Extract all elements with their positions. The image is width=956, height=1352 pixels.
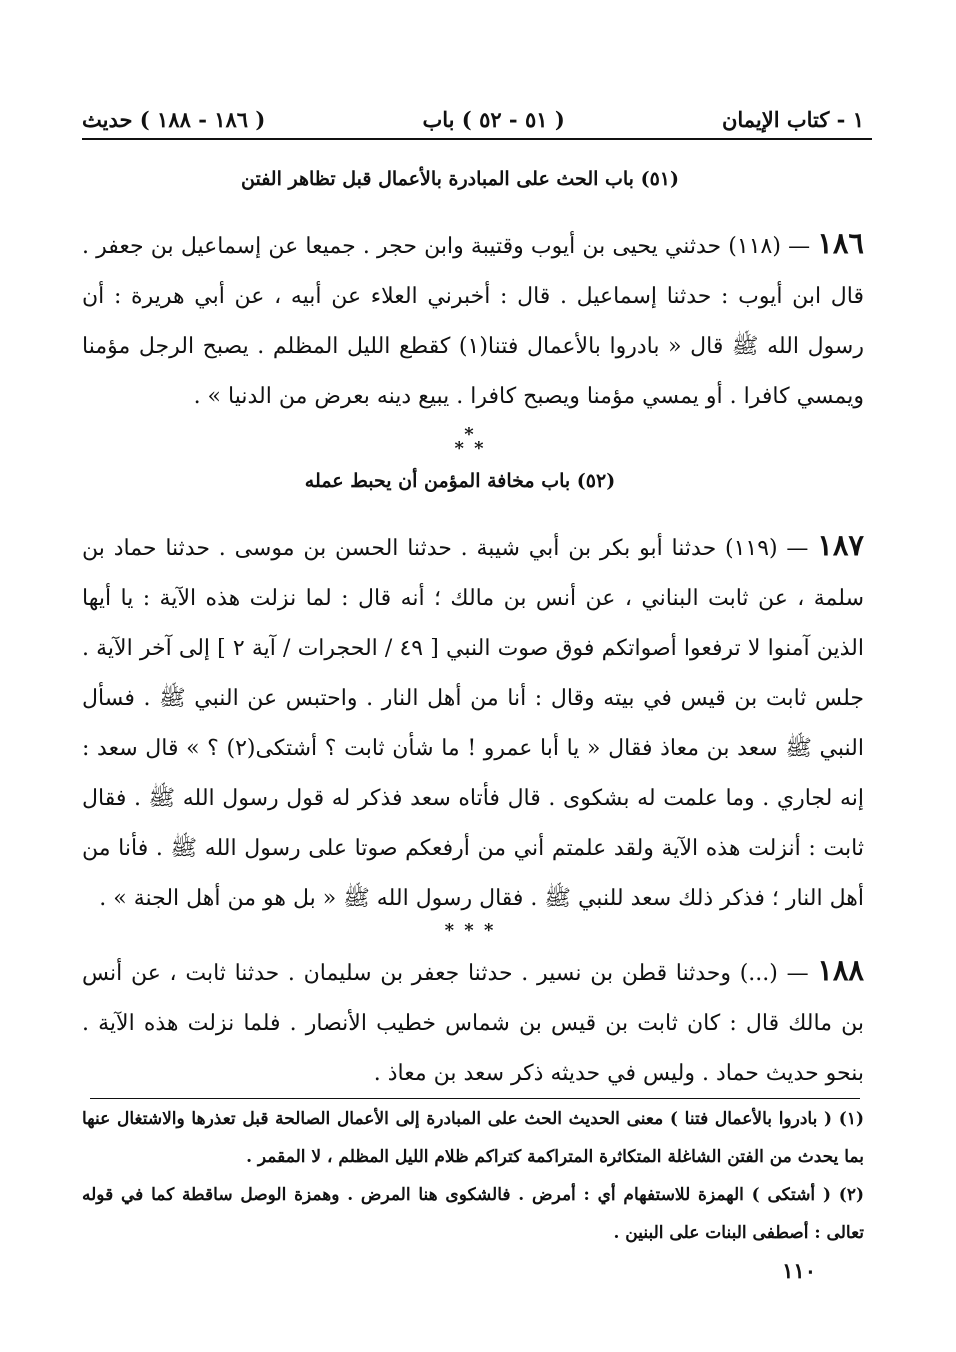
hadith-186 [82, 218, 864, 422]
hadith-text: — (١١٩) حدثنا أبو بكر بن أبي شيبة . حدثنا الحسن بن موسى . حدثنا حماد بن سلمة ، عن ثابت البناني ، عن أنس بن مالك ؛ أنه قال : لما نزلت هذه الآية : يا أيها الذين آمنوا لا ترفعوا أصواتكم فوق صوت النبي [ ٤٩ / الحجرات / آية ٢ ] إلى آخر الآية . جلس ثابت بن قيس في بيته وقال : أنا من أهل النار . واحتبس عن النبي ﷺ . فسأل النبي ﷺ سعد بن معاذ فقال « يا أبا عمرو ! ما شأن ثابت ؟ أشتكى(٢) ؟ » قال سعد : إنه لجاري . وما علمت له بشكوى . قال فأتاه سعد فذكر له قول رسول الله ﷺ . فقال ثابت : أنزلت هذه الآية ولقد علمتم أني من أرفعكم صوتا على رسول الله ﷺ . فأنا من أهل النار ؛ فذكر ذلك سعد للنبي ﷺ . فقال رسول الله ﷺ « بل هو من أهل الجنة » . [82, 536, 865, 911]
chapter-title-52: (٥٢) باب مخافة المؤمن أن يحبط عمله [304, 470, 616, 492]
hadith-number: ١٨٨ [817, 953, 864, 987]
hadith-number: ١٨٦ [817, 226, 864, 260]
hadith-text: — (...) وحدثنا قطن بن نسير . حدثنا جعفر بن سليمان . حدثنا ثابت ، عن أنس بن مالك قال : كان ثابت بن قيس بن شماس خطيب الأنصار . فلما نزلت هذه الآية . بنحو حديث حماد . وليس في حديثه ذكر سعد بن معاذ . [82, 961, 864, 1086]
footnote-1: (١) ( بادروا بالأعمال فتنا ) معنى الحديث الحث على المبادرة إلى الأعمال الصالحة قبل تعذرها والاشتغال عنها بما يحدث من الفتن الشاغلة المتكاثرة المتراكمة كتراكم ظلام الليل المظلم ، لا المقمر . [82, 1109, 864, 1167]
footnote-2: (٢) ( أشتكى ) الهمزة للاستفهام أي : أمرض . فالشكوى هنا المرض . وهمزة الوصل ساقطة كما في قوله تعالى : أصطفى البنات على البنين . [82, 1185, 864, 1243]
header-book-title: ١ - كتاب الإيمان [721, 107, 864, 132]
footnote-rule [90, 1098, 860, 1099]
hadith-text: — (١١٨) حدثني يحيى بن أيوب وقتيبة وابن حجر . جميعا عن إسماعيل بن جعفر . قال ابن أيوب : حدثنا إسماعيل . قال : أخبرني العلاء عن أبيه ، عن أبي هريرة : أن رسول الله ﷺ قال « بادروا بالأعمال فتنا(١) كقطع الليل المظلم . يصبح الرجل مؤمنا ويمسي كافرا . أو يمسي مؤمنا ويصبح كافرا . يبيع دينه بعرض من الدنيا » . [82, 234, 864, 409]
hadith-187 [82, 520, 864, 924]
running-header [82, 92, 864, 132]
header-rule [82, 138, 872, 140]
separator-stars: * * * [454, 424, 486, 459]
header-chapter-range: ( ٥١ - ٥٢ ) باب [422, 107, 565, 132]
footnotes [82, 1100, 864, 1252]
separator-stars: * * * [444, 920, 496, 941]
header-hadith-range: ( ١٨٦ - ١٨٨ ) حديث [82, 107, 266, 132]
hadith-188 [82, 945, 864, 1099]
page-number: ١١٠ [782, 1258, 816, 1283]
hadith-number: ١٨٧ [817, 528, 864, 562]
chapter-title-51: (٥١) باب الحث على المبادرة بالأعمال قبل تظاهر الفتن [241, 168, 679, 190]
